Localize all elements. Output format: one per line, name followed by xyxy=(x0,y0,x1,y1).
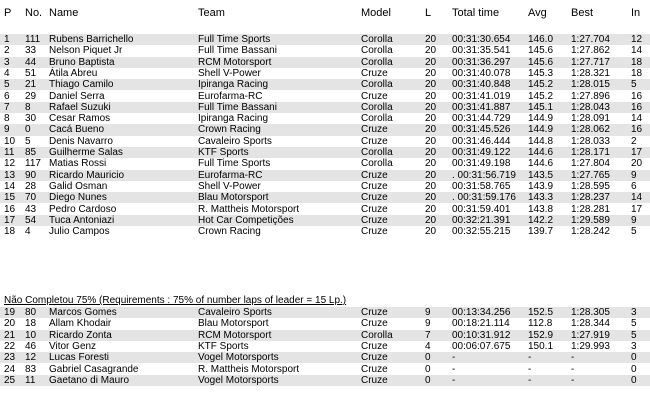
cell-in: 18 xyxy=(631,67,643,79)
cell-team: R. Mattheis Motorsport xyxy=(198,363,300,375)
header-team: Team xyxy=(198,7,225,19)
cell-model: Cruze xyxy=(361,363,388,375)
cell-team: Ipiranga Racing xyxy=(198,79,269,91)
cell-best: 1:27.765 xyxy=(571,169,610,181)
cell-no: 83 xyxy=(25,363,37,375)
table-row xyxy=(0,124,650,135)
cell-time: 00:10:31.912 xyxy=(452,329,511,341)
cell-laps: 0 xyxy=(425,352,431,364)
cell-pos: 1 xyxy=(4,34,10,45)
cell-laps: 20 xyxy=(425,203,437,215)
cell-best: - xyxy=(571,363,575,375)
cell-name: Diego Nunes xyxy=(49,192,107,204)
cell-best: 1:27.804 xyxy=(571,158,610,170)
cell-model: Cruze xyxy=(361,318,388,330)
cell-team: Cavaleiro Sports xyxy=(198,135,272,147)
cell-name: Gaetano di Mauro xyxy=(49,374,130,386)
cell-laps: 20 xyxy=(425,147,437,158)
cell-laps: 7 xyxy=(425,329,431,341)
cell-name: Gabriel Casagrande xyxy=(49,363,139,375)
cell-team: Full Time Bassani xyxy=(198,45,277,57)
cell-in: 3 xyxy=(631,340,637,352)
cell-model: Cruze xyxy=(361,180,388,192)
cell-best: 1:28.237 xyxy=(571,192,610,204)
cell-avg: 143.9 xyxy=(528,180,554,192)
cell-pos: 6 xyxy=(4,90,10,102)
table-row xyxy=(0,204,650,215)
cell-name: Thiago Camilo xyxy=(49,79,114,91)
cell-name: Galid Osman xyxy=(49,180,108,192)
cell-best: 1:27.704 xyxy=(571,34,610,45)
cell-pos: 5 xyxy=(4,79,10,91)
cell-time: 00:31:35.541 xyxy=(452,45,511,57)
cell-team: Crown Racing xyxy=(198,124,261,136)
cell-name: Vitor Genz xyxy=(49,340,97,352)
cell-model: Corolla xyxy=(361,113,393,125)
not-completed-title: Não Completou 75% (Requirements : 75% of number laps of leader = 15 Lp.) xyxy=(4,295,347,306)
table-row xyxy=(0,79,650,90)
cell-model: Corolla xyxy=(361,158,393,170)
cell-pos: 7 xyxy=(4,101,10,113)
cell-no: 5 xyxy=(25,135,31,147)
cell-no: 11 xyxy=(25,374,36,386)
cell-best: 1:29.589 xyxy=(571,214,610,226)
cell-team: Cavaleiro Sports xyxy=(198,307,272,318)
cell-time: 00:31:41.887 xyxy=(452,101,511,113)
cell-time: 00:31:36.297 xyxy=(452,56,511,68)
cell-time: 00:18:21.114 xyxy=(452,318,510,330)
cell-model: Cruze xyxy=(361,90,388,102)
cell-time: 00:31:59.401 xyxy=(452,203,511,215)
cell-team: Eurofarma-RC xyxy=(198,90,263,102)
cell-best: 1:28.171 xyxy=(571,147,610,158)
cell-in: 3 xyxy=(631,307,637,318)
cell-name: Átila Abreu xyxy=(49,67,98,79)
cell-name: Guilherme Salas xyxy=(49,147,123,158)
cell-laps: 20 xyxy=(425,158,437,170)
table-row xyxy=(0,136,650,147)
cell-pos: 23 xyxy=(4,352,16,364)
cell-pos: 2 xyxy=(4,45,10,57)
cell-time: 00:31:30.654 xyxy=(452,34,511,45)
cell-in: 17 xyxy=(631,147,643,158)
cell-time: 00:06:07.675 xyxy=(452,340,511,352)
cell-pos: 13 xyxy=(4,169,16,181)
cell-laps: 9 xyxy=(425,307,431,318)
cell-best: - xyxy=(571,374,575,386)
header-model: Model xyxy=(361,7,391,19)
cell-best: 1:28.595 xyxy=(571,180,610,192)
cell-model: Cruze xyxy=(361,226,388,238)
cell-best: 1:28.015 xyxy=(571,79,610,91)
cell-in: 18 xyxy=(631,56,643,68)
cell-in: 14 xyxy=(631,113,643,125)
cell-in: 6 xyxy=(631,180,637,192)
cell-model: Cruze xyxy=(361,374,388,386)
cell-avg: - xyxy=(528,352,532,364)
cell-avg: 143.8 xyxy=(528,203,554,215)
cell-pos: 22 xyxy=(4,340,16,352)
cell-no: 111 xyxy=(25,34,41,45)
cell-best: 1:28.091 xyxy=(571,113,610,125)
cell-time: 00:32:21.391 xyxy=(452,214,511,226)
cell-name: Allam Khodair xyxy=(49,318,112,330)
cell-time: 00:31:40.848 xyxy=(452,79,511,91)
cell-best: 1:27.717 xyxy=(571,56,610,68)
cell-no: 28 xyxy=(25,180,37,192)
cell-pos: 10 xyxy=(4,135,16,147)
cell-best: - xyxy=(571,352,575,364)
cell-no: 29 xyxy=(25,90,37,102)
cell-laps: 20 xyxy=(425,90,437,102)
cell-team: Vogel Motorsports xyxy=(198,374,279,386)
cell-team: Eurofarma-RC xyxy=(198,169,263,181)
cell-no: 21 xyxy=(25,79,37,91)
cell-laps: 20 xyxy=(425,67,437,79)
cell-team: Crown Racing xyxy=(198,226,261,238)
cell-name: Daniel Serra xyxy=(49,90,105,102)
cell-laps: 20 xyxy=(425,124,437,136)
cell-avg: 142.2 xyxy=(528,214,554,226)
cell-avg: 144.8 xyxy=(528,135,554,147)
cell-time: - xyxy=(452,352,456,364)
table-row xyxy=(0,113,650,124)
cell-pos: 25 xyxy=(4,374,16,386)
cell-model: Cruze xyxy=(361,67,388,79)
cell-no: 43 xyxy=(25,203,37,215)
cell-name: Marcos Gomes xyxy=(49,307,117,318)
table-row xyxy=(0,375,650,386)
cell-avg: 143.3 xyxy=(528,192,554,204)
cell-in: 16 xyxy=(631,124,643,136)
cell-pos: 16 xyxy=(4,203,16,215)
cell-in: 5 xyxy=(631,318,637,330)
cell-team: Full Time Sports xyxy=(198,34,271,45)
cell-in: 0 xyxy=(631,352,637,364)
cell-team: RCM Motorsport xyxy=(198,56,272,68)
header-name: Name xyxy=(49,7,79,19)
cell-name: Pedro Cardoso xyxy=(49,203,117,215)
cell-time: 00:31:41.019 xyxy=(452,90,511,102)
cell-time: 00:32:55.215 xyxy=(452,226,511,238)
cell-name: Bruno Baptista xyxy=(49,56,115,68)
cell-no: 80 xyxy=(25,307,37,318)
cell-laps: 20 xyxy=(425,226,437,238)
cell-team: KTF Sports xyxy=(198,147,249,158)
cell-no: 85 xyxy=(25,147,37,158)
cell-model: Corolla xyxy=(361,79,393,91)
cell-no: 70 xyxy=(25,192,37,204)
cell-model: Cruze xyxy=(361,352,388,364)
cell-laps: 20 xyxy=(425,101,437,113)
cell-in: 9 xyxy=(631,169,637,181)
cell-in: 5 xyxy=(631,226,637,238)
cell-avg: 145.6 xyxy=(528,56,554,68)
table-header xyxy=(0,6,650,20)
cell-pos: 4 xyxy=(4,67,10,79)
header-avg: Avg xyxy=(528,7,547,19)
table-row xyxy=(0,226,650,237)
cell-model: Corolla xyxy=(361,101,393,113)
cell-time: 00:31:44.729 xyxy=(452,113,511,125)
cell-model: Cruze xyxy=(361,135,388,147)
cell-in: 14 xyxy=(631,192,643,204)
cell-no: 90 xyxy=(25,169,37,181)
cell-no: 30 xyxy=(25,113,37,125)
table-row xyxy=(0,147,650,158)
cell-time: 00:31:45.526 xyxy=(452,124,511,136)
cell-name: Ricardo Mauricio xyxy=(49,169,125,181)
cell-name: Rafael Suzuki xyxy=(49,101,111,113)
cell-time: 00:31:46.444 xyxy=(452,135,511,147)
cell-pos: 3 xyxy=(4,56,10,68)
cell-team: Full Time Sports xyxy=(198,158,271,170)
cell-time: 00:31:49.122 xyxy=(452,147,511,158)
cell-best: 1:27.919 xyxy=(571,329,610,341)
cell-team: Blau Motorsport xyxy=(198,192,269,204)
cell-pos: 19 xyxy=(4,307,16,318)
cell-laps: 20 xyxy=(425,113,437,125)
cell-name: Nelson Piquet Jr xyxy=(49,45,123,57)
cell-in: 9 xyxy=(631,214,637,226)
cell-avg: 144.9 xyxy=(528,124,554,136)
cell-time: - xyxy=(452,363,456,375)
cell-no: 4 xyxy=(25,226,31,238)
cell-best: 1:28.281 xyxy=(571,203,610,215)
cell-pos: 11 xyxy=(4,147,15,158)
cell-model: Corolla xyxy=(361,56,393,68)
cell-laps: 20 xyxy=(425,180,437,192)
cell-time: 00:31:58.765 xyxy=(452,180,511,192)
cell-time: 00:31:40.078 xyxy=(452,67,511,79)
cell-team: RCM Motorsport xyxy=(198,329,272,341)
cell-best: 1:28.062 xyxy=(571,124,610,136)
cell-laps: 9 xyxy=(425,318,431,330)
cell-team: Full Time Bassani xyxy=(198,101,277,113)
cell-name: Denis Navarro xyxy=(49,135,113,147)
cell-avg: 144.9 xyxy=(528,113,554,125)
header-in: In xyxy=(631,7,641,19)
cell-laps: 0 xyxy=(425,363,431,375)
cell-team: Blau Motorsport xyxy=(198,318,269,330)
cell-laps: 20 xyxy=(425,192,437,204)
cell-team: Hot Car Competições xyxy=(198,214,294,226)
cell-no: 12 xyxy=(25,352,37,364)
cell-best: 1:28.321 xyxy=(571,67,610,79)
cell-in: 16 xyxy=(631,101,643,113)
header-no: No. xyxy=(25,7,43,19)
cell-name: Julio Campos xyxy=(49,226,110,238)
cell-model: Cruze xyxy=(361,214,388,226)
cell-avg: 144.6 xyxy=(528,147,554,158)
cell-in: 16 xyxy=(631,90,643,102)
cell-in: 17 xyxy=(631,203,643,215)
cell-no: 44 xyxy=(25,56,37,68)
cell-team: Vogel Motorsports xyxy=(198,352,279,364)
cell-time: . 00:31:56.719 xyxy=(452,169,516,181)
cell-no: 117 xyxy=(25,158,41,170)
header-pos: P xyxy=(4,7,12,19)
cell-laps: 20 xyxy=(425,79,437,91)
cell-team: Shell V-Power xyxy=(198,180,261,192)
cell-avg: 152.5 xyxy=(528,307,554,318)
cell-best: 1:28.033 xyxy=(571,135,610,147)
cell-laps: 0 xyxy=(425,374,431,386)
cell-laps: 20 xyxy=(425,34,437,45)
cell-laps: 20 xyxy=(425,135,437,147)
cell-best: 1:27.896 xyxy=(571,90,610,102)
cell-name: Matias Rossi xyxy=(49,158,107,170)
cell-best: 1:29.993 xyxy=(571,340,610,352)
cell-avg: 143.5 xyxy=(528,169,554,181)
cell-laps: 20 xyxy=(425,169,437,181)
header-laps: L xyxy=(425,7,432,19)
cell-pos: 8 xyxy=(4,113,10,125)
cell-name: Cesar Ramos xyxy=(49,113,111,125)
cell-laps: 20 xyxy=(425,214,437,226)
cell-no: 46 xyxy=(25,340,37,352)
cell-pos: 15 xyxy=(4,192,16,204)
table-row xyxy=(0,91,650,102)
table-row xyxy=(0,34,650,45)
cell-team: Ipiranga Racing xyxy=(198,113,269,125)
cell-no: 10 xyxy=(25,329,37,341)
header-total-time: Total time xyxy=(452,7,500,19)
cell-pos: 20 xyxy=(4,318,16,330)
cell-model: Cruze xyxy=(361,192,388,204)
cell-model: Cruze xyxy=(361,124,388,136)
table-row xyxy=(0,102,650,113)
cell-avg: 145.1 xyxy=(528,101,554,113)
cell-time: - xyxy=(452,374,456,386)
cell-name: Rubens Barrichello xyxy=(49,34,134,45)
table-row xyxy=(0,68,650,79)
table-row xyxy=(0,352,650,363)
table-row xyxy=(0,45,650,56)
cell-model: Cruze xyxy=(361,307,388,318)
cell-avg: - xyxy=(528,374,532,386)
cell-in: 12 xyxy=(631,34,643,45)
cell-pos: 21 xyxy=(4,329,16,341)
cell-model: Corolla xyxy=(361,34,393,45)
cell-in: 20 xyxy=(631,158,643,170)
cell-no: 18 xyxy=(25,318,37,330)
cell-model: Cruze xyxy=(361,340,388,352)
cell-avg: 146.0 xyxy=(528,34,554,45)
cell-laps: 20 xyxy=(425,56,437,68)
cell-model: Corolla xyxy=(361,147,393,158)
table-row xyxy=(0,57,650,68)
cell-avg: 145.6 xyxy=(528,45,554,57)
cell-avg: 150.1 xyxy=(528,340,554,352)
cell-avg: 112.8 xyxy=(528,318,553,330)
cell-pos: 18 xyxy=(4,226,16,238)
cell-best: 1:28.242 xyxy=(571,226,610,238)
cell-model: Cruze xyxy=(361,169,388,181)
cell-name: Cacá Bueno xyxy=(49,124,105,136)
cell-avg: - xyxy=(528,363,532,375)
table-row xyxy=(0,318,650,329)
cell-pos: 17 xyxy=(4,214,16,226)
table-row xyxy=(0,330,650,341)
cell-pos: 14 xyxy=(4,180,16,192)
cell-pos: 24 xyxy=(4,363,16,375)
cell-best: 1:28.305 xyxy=(571,307,610,318)
cell-team: Shell V-Power xyxy=(198,67,261,79)
cell-in: 5 xyxy=(631,79,637,91)
cell-in: 0 xyxy=(631,374,637,386)
cell-time: 00:31:49.198 xyxy=(452,158,511,170)
cell-best: 1:28.344 xyxy=(571,318,610,330)
cell-avg: 152.9 xyxy=(528,329,554,341)
cell-time: 00:13:34.256 xyxy=(452,307,511,318)
cell-avg: 145.2 xyxy=(528,79,554,91)
cell-team: KTF Sports xyxy=(198,340,249,352)
cell-best: 1:27.862 xyxy=(571,45,610,57)
table-row xyxy=(0,158,650,169)
cell-name: Lucas Foresti xyxy=(49,352,110,364)
cell-in: 0 xyxy=(631,363,637,375)
cell-no: 0 xyxy=(25,124,31,136)
cell-model: Corolla xyxy=(361,45,393,57)
cell-name: Tuca Antoniazi xyxy=(49,214,115,226)
cell-avg: 145.2 xyxy=(528,90,554,102)
table-row xyxy=(0,341,650,352)
cell-model: Cruze xyxy=(361,203,388,215)
cell-no: 54 xyxy=(25,214,37,226)
cell-laps: 20 xyxy=(425,45,437,57)
cell-best: 1:28.043 xyxy=(571,101,610,113)
table-row xyxy=(0,181,650,192)
table-row xyxy=(0,215,650,226)
cell-no: 51 xyxy=(25,67,37,79)
table-row xyxy=(0,170,650,181)
table-row xyxy=(0,364,650,375)
cell-avg: 139.7 xyxy=(528,226,554,238)
cell-in: 5 xyxy=(631,329,637,341)
cell-in: 14 xyxy=(631,45,643,57)
header-best: Best xyxy=(571,7,594,19)
cell-pos: 12 xyxy=(4,158,16,170)
table-row xyxy=(0,307,650,318)
cell-team: R. Mattheis Motorsport xyxy=(198,203,300,215)
cell-no: 33 xyxy=(25,45,37,57)
cell-no: 8 xyxy=(25,101,31,113)
cell-in: 2 xyxy=(631,135,637,147)
cell-avg: 145.3 xyxy=(528,67,554,79)
cell-time: . 00:31:59.176 xyxy=(452,192,516,204)
cell-pos: 9 xyxy=(4,124,10,136)
cell-avg: 144.6 xyxy=(528,158,554,170)
cell-model: Corolla xyxy=(361,329,393,341)
table-row xyxy=(0,192,650,203)
cell-laps: 4 xyxy=(425,340,431,352)
cell-name: Ricardo Zonta xyxy=(49,329,112,341)
